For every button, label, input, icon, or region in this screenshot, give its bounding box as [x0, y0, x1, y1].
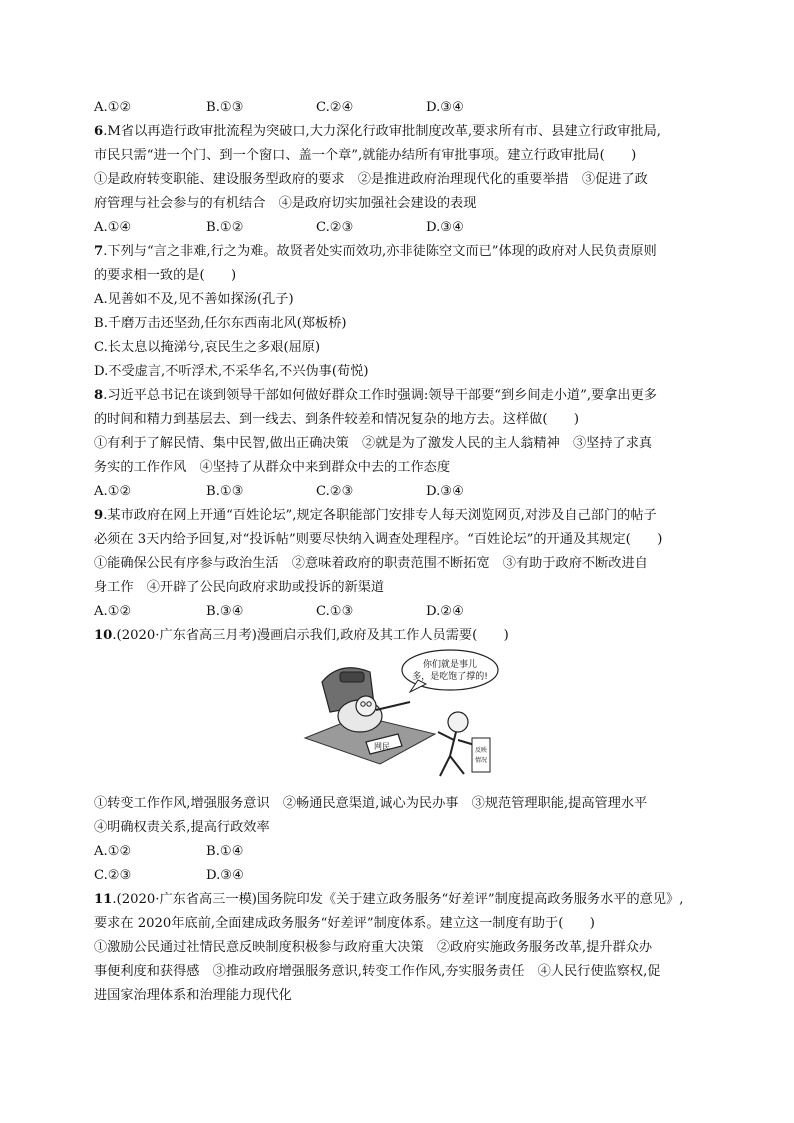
q6-line-1: 6.M省以再造行政审批流程为突破口,大力深化行政审批制度改革,要求所有市、县建立行政审批局, [94, 124, 661, 139]
svg-text:反映: 反映 [474, 747, 488, 754]
q10-option-c: C.②③ [94, 868, 132, 883]
q9-line-1: 9.某市政府在网上开通“百姓论坛”,规定各职能部门安排专人每天浏览网页,对涉及自己部门的帖子 [94, 508, 657, 523]
q9-line-4: 身工作 ④开辟了公民向政府求助或投诉的新渠道 [94, 580, 385, 595]
q10-line-3: ④明确权责关系,提高行政效率 [94, 820, 270, 835]
q8-option-c: C.②③ [316, 484, 354, 499]
q10-number: 10 [94, 628, 113, 643]
cartoon-illustration [300, 646, 500, 786]
q7-number: 7 [94, 244, 104, 259]
q8-line-1: 8.习近平总书记在谈到领导干部如何做好群众工作时强调:领导干部要“到乡间走小道”,要拿出更多 [94, 388, 657, 403]
q6-option-b: B.①② [206, 220, 244, 235]
q7-option-b: B.千磨万击还坚劲,任尔东西南北风(郑板桥) [94, 316, 347, 331]
q10-option-a: A.①② [94, 844, 132, 859]
q6-line-2: 市民只需“进一个门、到一个窗口、盖一个章”,就能办结所有审批事项。建立行政审批局( ) [94, 148, 637, 163]
q11-line-3: ①激励公民通过社情民意反映制度积极参与政府重大决策 ②政府实施政务服务改革,提升群众办 [94, 940, 653, 955]
q6-line-4: 府管理与社会参与的有机结合 ④是政府切实加强社会建设的表现 [94, 196, 477, 211]
cartoon-speech-line-1: 你们就是事儿 [422, 660, 478, 670]
q9-option-b: B.③④ [206, 604, 244, 619]
q9-option-c: C.①③ [316, 604, 354, 619]
q9-number: 9 [94, 508, 104, 523]
q9-option-a: A.①② [94, 604, 132, 619]
q9-line-2: 必须在 3天内给予回复,对“投诉帖”则要尽快纳入调查处理程序。“百姓论坛”的开通及其规定( ) [94, 532, 663, 547]
q7-line-2: 的要求相一致的是( ) [94, 268, 237, 283]
q8-option-a: A.①② [94, 484, 132, 499]
cartoon-citizen [448, 712, 468, 732]
q8-line-2: 的时间和精力到基层去、到一线去、到条件较差和情况复杂的地方去。这样做( ) [94, 412, 580, 427]
q5-option-b: B.①③ [206, 100, 244, 115]
q10-option-d: D.③④ [206, 868, 244, 883]
q5-option-c: C.②④ [316, 100, 354, 115]
q8-option-b: B.①③ [206, 484, 244, 499]
q7-option-c: C.长太息以掩涕兮,哀民生之多艰(屈原) [94, 340, 321, 355]
q8-line-3: ①有利于了解民情、集中民智,做出正确决策 ②就是为了激发人民的主人翁精神 ③坚持了求真 [94, 436, 653, 451]
q9-option-d: D.②④ [426, 604, 464, 619]
q6-option-d: D.③④ [426, 220, 464, 235]
q8-option-d: D.③④ [426, 484, 464, 499]
q10-line-1: 10.(2020·广东省高三月考)漫画启示我们,政府及其工作人员需要( ) [94, 628, 509, 643]
q10-option-b: B.①④ [206, 844, 244, 859]
cartoon-petition-paper [472, 738, 490, 772]
cartoon-sign-text: 网民 [374, 742, 390, 751]
q6-option-a: A.①④ [94, 220, 132, 235]
q11-line-4: 事便利度和获得感 ③推动政府增强服务意识,转变工作作风,夯实服务责任 ④人民行使监察权,促 [94, 964, 661, 979]
q7-option-d: D.不受虚言,不听浮术,不采华名,不兴伪事(荀悦) [94, 364, 369, 379]
q6-number: 6 [94, 124, 104, 139]
q7-line-1: 7.下列与“言之非难,行之为难。故贤者处实而效功,亦非徒陈空文而已”体现的政府对人民负责原则 [94, 244, 657, 259]
q9-line-3: ①能确保公民有序参与政治生活 ②意味着政府的职责范围不断拓宽 ③有助于政府不断改进自 [94, 556, 648, 571]
q6-line-3: ①是政府转变职能、建设服务型政府的要求 ②是推进政府治理现代化的重要举措 ③促进了政 [94, 172, 648, 187]
q6-option-c: C.②③ [316, 220, 354, 235]
q11-line-5: 进国家治理体系和治理能力现代化 [94, 988, 292, 1003]
svg-text:情况: 情况 [474, 757, 488, 764]
q8-number: 8 [94, 388, 104, 403]
cartoon-speech-line-2: 多，是吃饱了撑的! [412, 672, 488, 682]
q7-option-a: A.见善如不及,见不善如探汤(孔子) [94, 292, 294, 307]
q11-number: 11 [94, 892, 113, 907]
q8-line-4: 务实的工作作风 ④坚持了从群众中来到群众中去的工作态度 [94, 460, 451, 475]
q5-option-d: D.③④ [426, 100, 464, 115]
q11-line-2: 要求在 2020年底前,全面建成政务服务“好差评”制度体系。建立这一制度有助于( ) [94, 916, 595, 931]
q11-line-1: 11.(2020·广东省高三一模)国务院印发《关于建立政务服务“好差评”制度提高政务服务水平的意见》, [94, 892, 684, 907]
q10-line-2: ①转变工作作风,增强服务意识 ②畅通民意渠道,诚心为民办事 ③规范管理职能,提高管理水平 [94, 796, 648, 811]
q5-option-a: A.①② [94, 100, 132, 115]
